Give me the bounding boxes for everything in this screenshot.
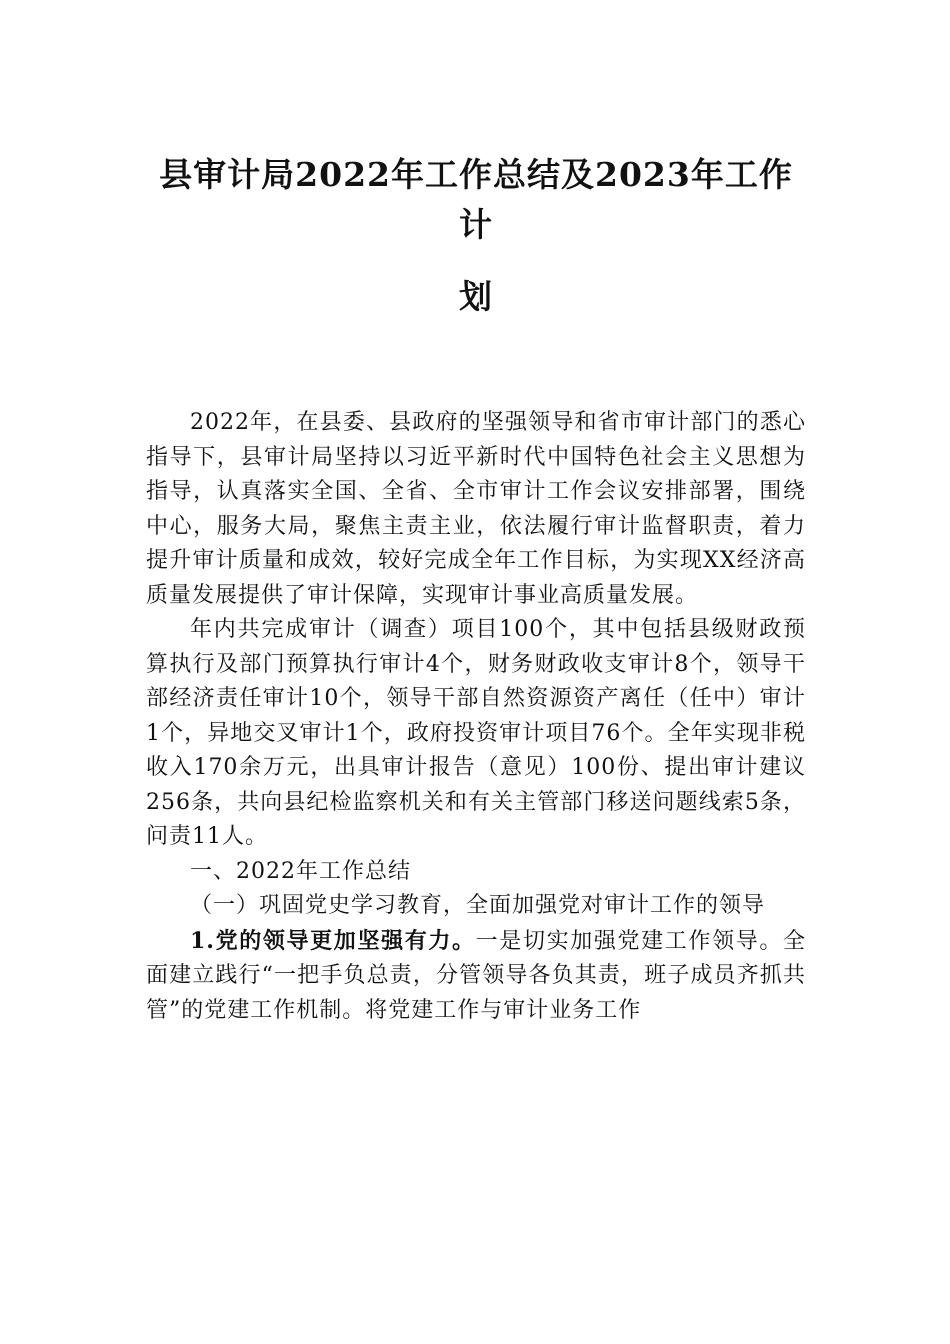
document-title [146,150,806,322]
document-body [146,406,806,1028]
title-line-2: 划 [459,277,493,316]
paragraph-statistics: 年内共完成审计（调查）项目100个，其中包括县级财政预算执行及部门预算执行审计4个，财务财政收支审计8个，领导干部经济责任审计10个，领导干部自然资源资产离任（任中）审计1个，异地交叉审计1个，政府投资审计项目76个。全年实现非税收入170余万元，出具审计报告（意见）100份、提出审计建议256条，共向县纪检监察机关和有关主管部门移送问题线索5条，问责11人。 [146,617,806,849]
paragraph-intro: 2022年，在县委、县政府的坚强领导和省市审计部门的悉心指导下，县审计局坚持以习近平新时代中国特色社会主义思想为指导，认真落实全国、全省、全市审计工作会议安排部署，围绕中心，服务大局，聚焦主责主业，依法履行审计监督职责，着力提升审计质量和成效，较好完成全年工作目标，为实现XX经济高质量发展提供了审计保障，实现审计事业高质量发展。 [146,410,806,608]
item-1-text: 一是切实加强党建工作领导。全面建立践行“一把手负总责，分管领导各负其责，班子成员齐抓共管”的党建工作机制。将党建工作与审计业务工作 [146,928,806,1023]
item-1-lead: 1.党的领导更加坚强有力。 [190,927,476,954]
subsection-heading: （一）巩固党史学习教育，全面加强党对审计工作的领导 [190,893,766,918]
paragraph-item-1 [146,924,806,1029]
document-page [146,150,806,1028]
section-heading: 一、2022年工作总结 [190,858,411,884]
title-line-1: 县审计局2022年工作总结及2023年工作计 [159,155,793,244]
